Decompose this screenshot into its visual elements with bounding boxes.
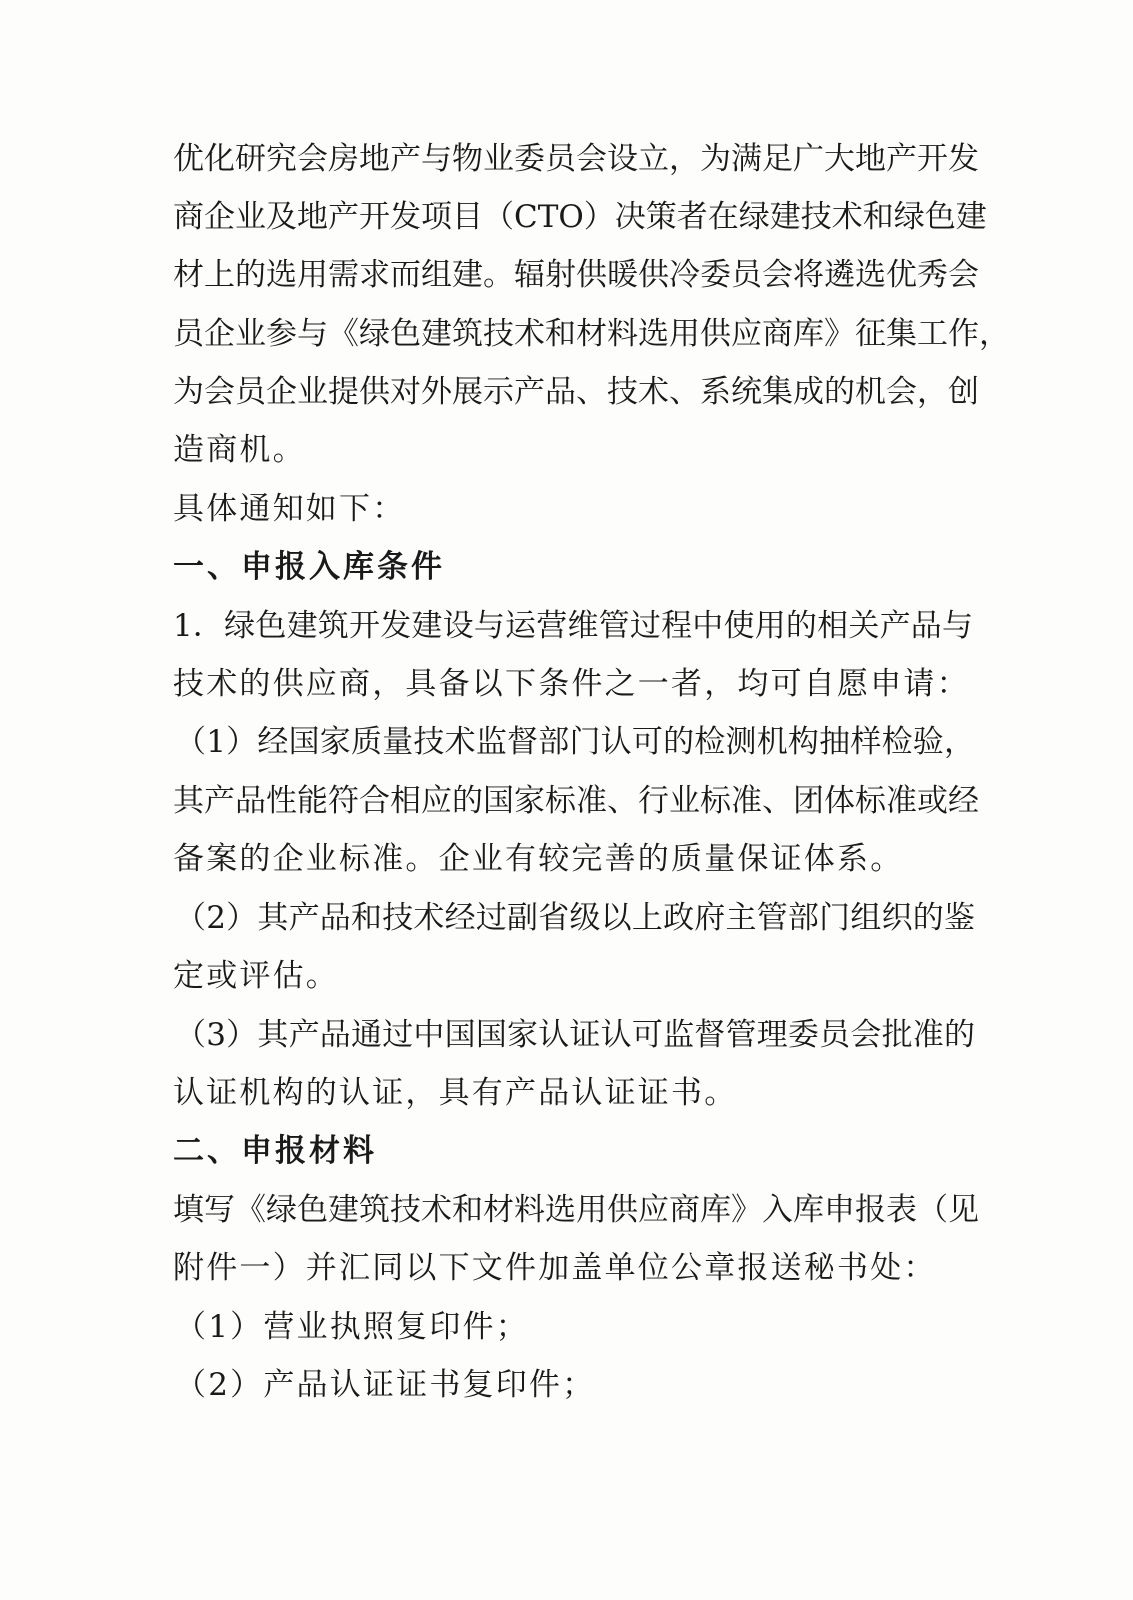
condition-2-line-1: （2）其产品和技术经过副省级以上政府主管部门组织的鉴 — [175, 900, 975, 936]
material-item-1: （1）营业执照复印件； — [175, 1309, 529, 1345]
condition-1-line-2: 其产品性能符合相应的国家标准、行业标准、团体标准或经 — [173, 783, 979, 819]
intro-line-5: 为会员企业提供对外展示产品、技术、系统集成的机会，创 — [173, 374, 979, 410]
intro-line-2: 商企业及地产开发项目（CTO）决策者在绿建技术和绿色建 — [173, 199, 987, 235]
condition-3-line-1: （3）其产品通过中国国家认证认可监督管理委员会批准的 — [175, 1017, 975, 1053]
section-2-title: 二、申报材料 — [173, 1133, 377, 1169]
condition-2-line-2: 定或评估。 — [173, 958, 339, 994]
intro-line-3: 材上的选用需求而组建。辐射供暖供冷委员会将遴选优秀会 — [173, 257, 979, 293]
intro-line-1: 优化研究会房地产与物业委员会设立，为满足广大地产开发 — [173, 141, 979, 177]
item-1-line-1: 1．绿色建筑开发建设与运营维管过程中使用的相关产品与 — [173, 608, 973, 644]
condition-1-line-3: 备案的企业标准。企业有较完善的质量保证体系。 — [173, 841, 904, 877]
condition-1-line-1: （1）经国家质量技术监督部门认可的检测机构抽样检验， — [175, 724, 975, 760]
intro-line-6: 造商机。 — [173, 432, 306, 468]
material-item-2: （2）产品认证证书复印件； — [175, 1367, 596, 1403]
section-1-title: 一、申报入库条件 — [173, 549, 445, 585]
intro-line-4: 员企业参与《绿色建筑技术和材料选用供应商库》征集工作， — [173, 316, 1010, 352]
notice-lead: 具体通知如下： — [173, 491, 406, 527]
materials-lead-line-2: 附件一）并汇同以下文件加盖单位公章报送秘书处： — [173, 1250, 937, 1286]
condition-3-line-2: 认证机构的认证，具有产品认证证书。 — [173, 1075, 738, 1111]
materials-lead-line-1: 填写《绿色建筑技术和材料选用供应商库》入库申报表（见 — [173, 1192, 979, 1228]
item-1-line-2: 技术的供应商，具备以下条件之一者，均可自愿申请： — [173, 666, 970, 702]
